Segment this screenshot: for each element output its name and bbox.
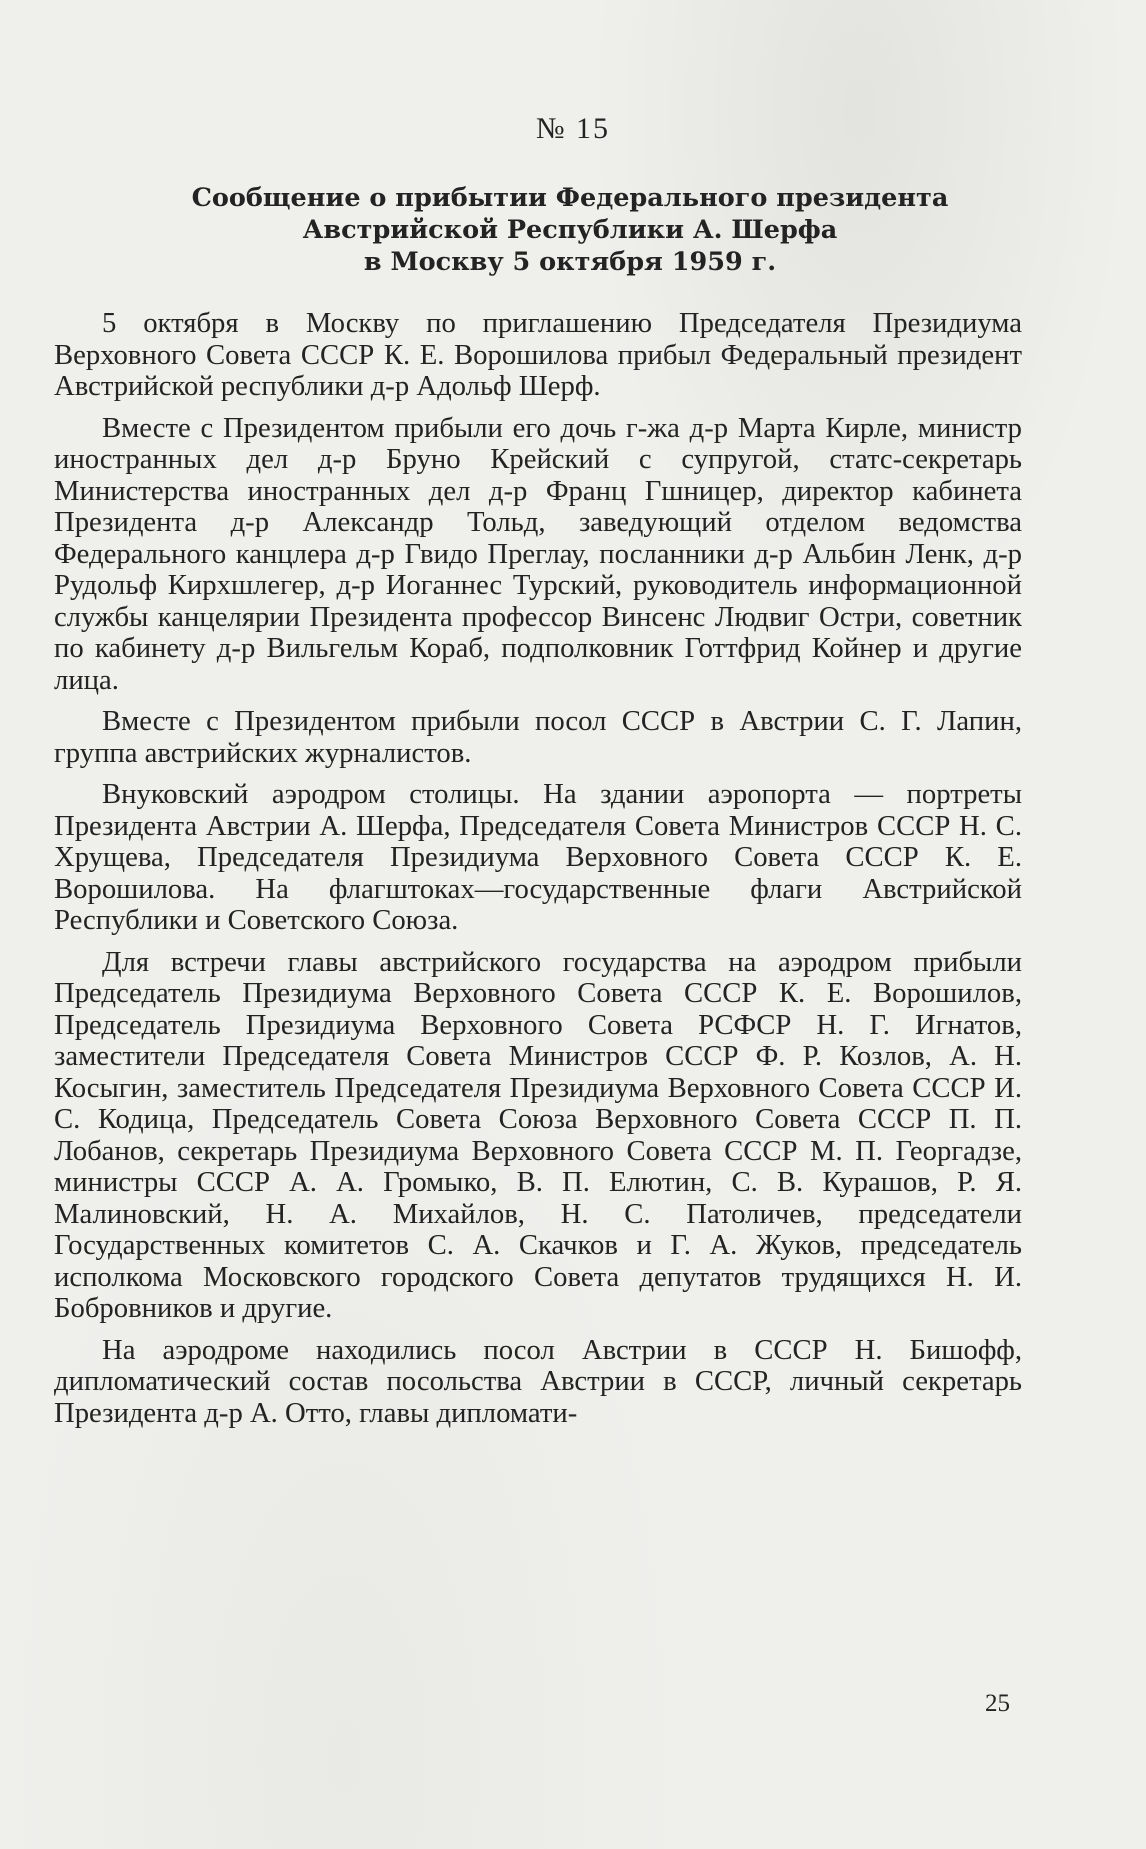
paragraph: Вместе с Президентом прибыли посол СССР в Австрии С. Г. Лапин, группа австрийских журналистов.	[54, 705, 1022, 769]
paragraph: На аэродроме находились посол Австрии в СССР Н. Бишофф, дипломатический состав посольства Австрии в СССР, личный секретарь Президента д-р А. Отто, главы дипломати-	[54, 1333, 1022, 1429]
document-number: № 15	[535, 112, 611, 145]
title-line: Австрийской Республики А. Шерфа	[302, 215, 838, 245]
paragraph: Внуковский аэродром столицы. На здании аэропорта — портреты Президента Австрии А. Шерфа, Председателя Совета Министров СССР Н. С. Хрущева, Председателя Президиума Верховного Совета СССР К. Е. Ворошилова. На флагштоках—государственные флаги Австрийской Республики и Советского Союза.	[54, 778, 1022, 936]
paragraph: 5 октября в Москву по приглашению Председателя Президиума Верховного Совета СССР К. Е. Ворошилова прибыл Федеральный президент Австрийской республики д-р Адольф Шерф.	[54, 307, 1022, 402]
paragraph: Вместе с Президентом прибыли его дочь г-жа д-р Марта Кирле, министр иностранных дел д-р Бруно Крейский с супругой, статс-секретарь Министерства иностранных дел д-р Франц Гшницер, директор кабинета Президента д-р Александр Тольд, заведующий отделом ведомства Федерального канцлера д-р Гвидо Преглау, посланники д-р Альбин Ленк, д-р Рудольф Кирхшлегер, д-р Иоганнес Турский, руководитель информационной службы канцелярии Президента профессор Винсенс Людвиг Остри, советник по кабинету д-р Вильгельм Кораб, подполковник Готтфрид Койнер и другие лица.	[54, 411, 1022, 696]
paragraph: Для встречи главы австрийского государства на аэродром прибыли Председатель Президиума Верховного Совета СССР К. Е. Ворошилов, Председатель Президиума Верховного Совета РСФСР Н. Г. Игнатов, заместители Председателя Совета Министров СССР Ф. Р. Козлов, А. Н. Косыгин, заместитель Председателя Президиума Верховного Совета СССР И. С. Кодица, Председатель Совета Союза Верховного Совета СССР П. П. Лобанов, секретарь Президиума Верховного Совета СССР М. П. Георгадзе, министры СССР А. А. Громыко, В. П. Елютин, С. В. Курашов, Р. Я. Малиновский, Н. А. Михайлов, Н. С. Патоличев, председатели Государственных комитетов С. А. Скачков и Г. А. Жуков, председатель исполкома Московского городского Совета депутатов трудящихся Н. И. Бобровников и другие.	[54, 945, 1022, 1324]
title-line: Сообщение о прибытии Федерального президента	[191, 183, 949, 213]
title-line: в Москву 5 октября 1959 г.	[363, 247, 777, 277]
document-body	[54, 308, 1022, 1439]
document-title	[120, 182, 1020, 278]
page-number: 25	[985, 1690, 1010, 1717]
